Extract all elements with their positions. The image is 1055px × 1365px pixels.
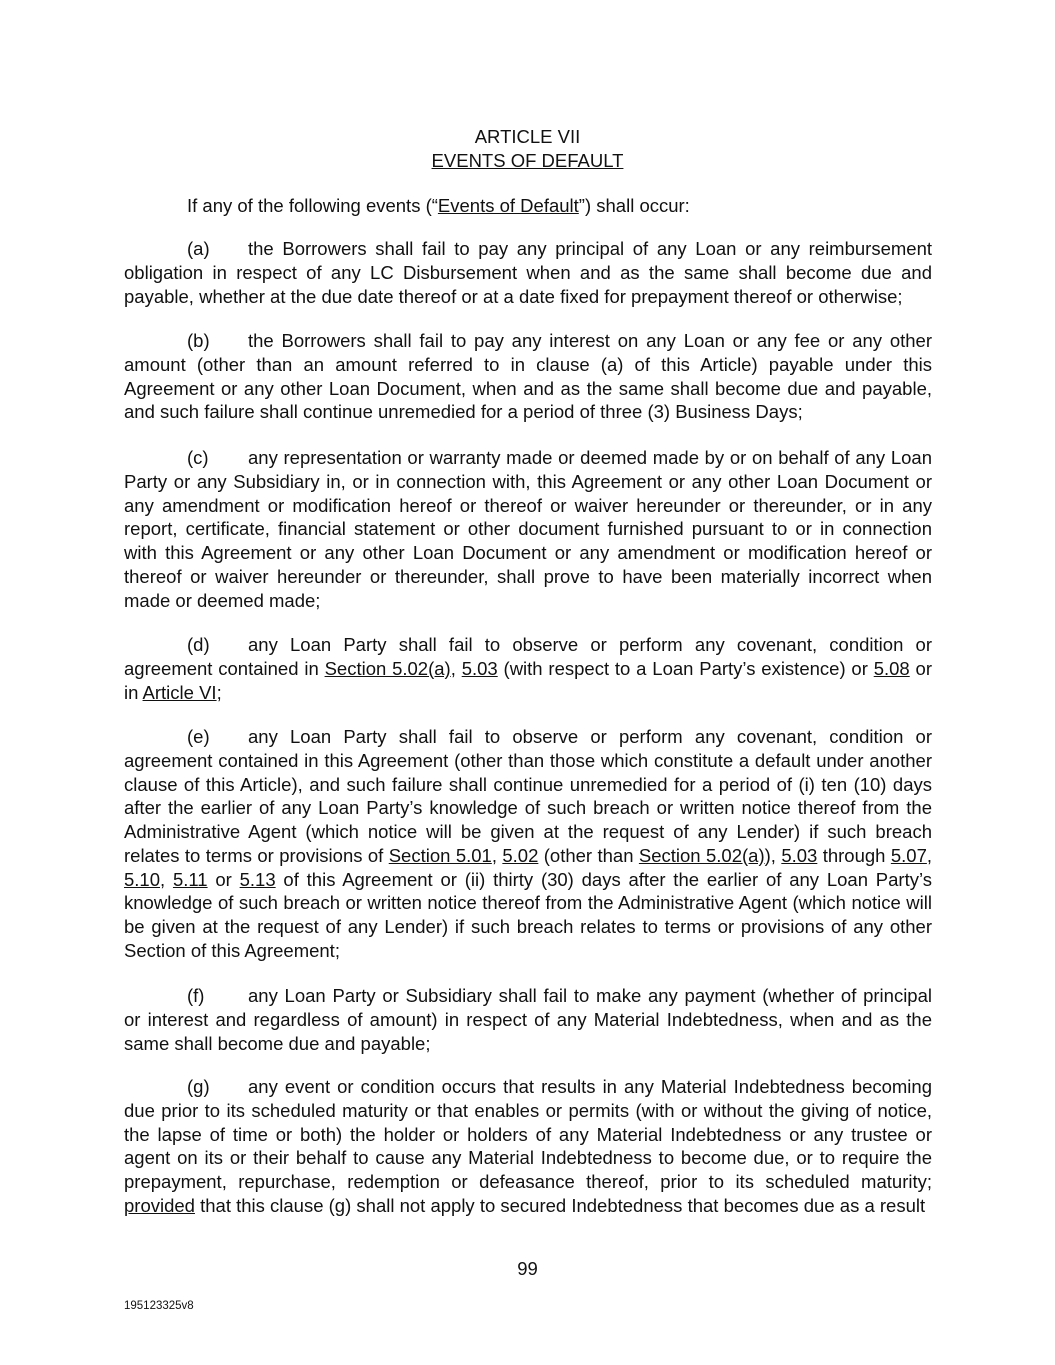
section-reference: 5.08 <box>873 657 910 679</box>
clause-b <box>124 329 932 424</box>
clause-f <box>124 984 932 1055</box>
clause-text: , <box>160 868 173 890</box>
clause-text: any representation or warranty made or deemed made by or on behalf of any Loan Party or any Subsidiary in, or in connection with, this Agreement or any other Loan Document or any amendment or modification hereof or thereof or waiver hereunder or thereunder, or in any report, certificate, financial statement or other document furnished pursuant to or in connection with this Agreement or any other Loan Document or any amendment or modification hereof or thereof or waiver hereunder or thereunder, shall prove to have been materially incorrect when made or deemed made; <box>124 447 932 611</box>
article-reference: Article VI <box>142 681 217 703</box>
document-id: 195123325v8 <box>124 1300 194 1312</box>
intro-sentence <box>187 194 690 218</box>
page-number: 99 <box>517 1258 538 1279</box>
clause-text: , <box>491 844 503 866</box>
clause-text: any Loan Party or Subsidiary shall fail to make any payment (whether of principal or interest and regardless of amount) in respect of any Material Indebtedness, when and as the same shall become due and payable; <box>124 985 932 1054</box>
clause-label: (e) <box>187 726 210 747</box>
clause-text: the Borrowers shall fail to pay any interest on any Loan or any fee or any other amount (other than an amount referred to in clause (a) of this Article) payable under this Agreement or any other Loan Document, when and as the same shall become due and payable, and such failure shall continue unremedied for a period of three (3) Business Days; <box>124 330 932 423</box>
section-reference: 5.10 <box>124 868 161 890</box>
clause-label: (g) <box>187 1076 210 1097</box>
clause-c <box>124 446 932 612</box>
section-reference: Section 5.01 <box>388 844 492 866</box>
clause-text: ), <box>764 844 782 866</box>
clause-label: (a) <box>187 238 210 259</box>
section-reference: 5.13 <box>239 868 276 890</box>
clause-e <box>124 725 932 963</box>
article-number: ARTICLE VII <box>474 126 581 147</box>
clause-text: of this Agreement or (ii) thirty (30) days after the earlier of any Loan Party’s knowledge of such breach or written notice thereof from the Administrative Agent (which notice will be given at the request of any Lender) if such breach relates to terms or provisions of any other Section of this Agreement; <box>124 868 932 961</box>
section-reference: Section 5.02(a) <box>324 657 451 679</box>
clause-text: , <box>450 657 462 679</box>
section-reference: 5.07 <box>890 844 927 866</box>
clause-d <box>124 633 932 704</box>
clause-a <box>124 237 932 308</box>
section-reference: 5.03 <box>461 657 498 679</box>
defined-term-events-of-default: Events of Default <box>437 195 579 216</box>
clause-text: (with respect to a Loan Party’s existence) or <box>497 657 874 679</box>
clause-text: , <box>926 844 933 866</box>
clause-label: (c) <box>187 447 209 468</box>
clause-text: ; <box>216 681 222 703</box>
clause-g <box>124 1075 932 1218</box>
intro-prefix: If any of the following events (“ <box>187 195 438 216</box>
clause-text: any Loan Party shall fail to observe or perform any covenant, condition or agreement contained in <box>124 634 932 679</box>
article-title: EVENTS OF DEFAULT <box>431 150 624 171</box>
clause-label: (f) <box>187 985 205 1006</box>
clause-text: any event or condition occurs that results in any Material Indebtedness becoming due prior to its scheduled maturity or that enables or permits (with or without the giving of notice, the lapse of time or both) the holder or holders of any Material Indebtedness or any trustee or agent on its or their behalf to cause any Material Indebtedness to become due, or to require the prepayment, repurchase, redemption or defeasance thereof, prior to its scheduled maturity; <box>124 1076 932 1192</box>
clause-label: (d) <box>187 634 210 655</box>
clause-text: through <box>817 844 891 866</box>
clause-text: any Loan Party shall fail to observe or perform any covenant, condition or agreement contained in this Agreement (other than those which constitute a default under another clause of this Article), and such failure shall continue unremedied for a period of (i) ten (10) days after the earlier of any Loan Party’s knowledge of such breach or written notice thereof from the Administrative Agent (which notice will be given at the request of any Lender) if such breach relates to terms or provisions of <box>124 726 932 866</box>
proviso-term: provided <box>124 1194 195 1216</box>
section-reference: Section 5.02(a) <box>638 844 765 866</box>
clause-text: (other than <box>538 844 639 866</box>
clause-text: or in <box>124 657 932 703</box>
section-reference: 5.11 <box>172 868 208 890</box>
intro-suffix: ”) shall occur: <box>578 195 690 216</box>
clause-text: that this clause (g) shall not apply to secured Indebtedness that becomes due as a result <box>194 1194 926 1216</box>
section-reference: 5.02 <box>502 844 539 866</box>
clause-text: or <box>207 868 240 890</box>
section-reference: 5.03 <box>781 844 818 866</box>
clause-text: the Borrowers shall fail to pay any principal of any Loan or any reimbursement obligation in respect of any LC Disbursement when and as the same shall become due and payable, whether at the due date thereof or at a date fixed for prepayment thereof or otherwise; <box>124 238 932 307</box>
clause-label: (b) <box>187 330 210 351</box>
